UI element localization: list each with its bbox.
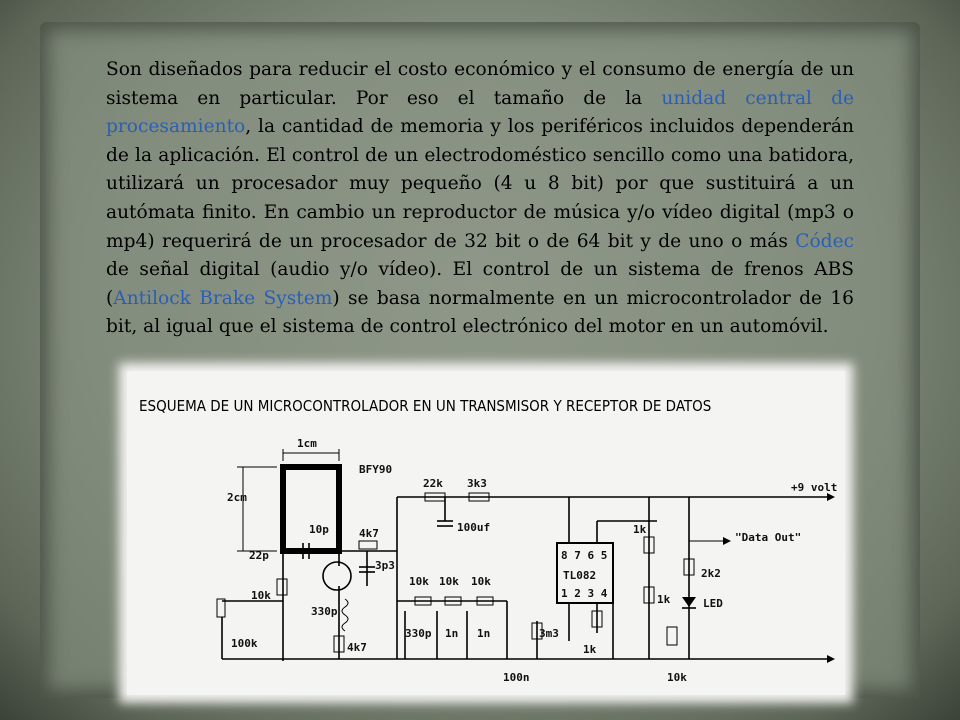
circuit-svg [127, 371, 845, 695]
label-10p: 10p [309, 523, 329, 536]
label-1k-c: 1k [583, 643, 597, 656]
label-1k-a: 1k [633, 523, 647, 536]
label-10k-left: 10k [251, 589, 271, 602]
label-22k: 22k [423, 477, 443, 490]
choke-coil [342, 599, 348, 631]
resistor-10k-left [277, 579, 287, 595]
label-3k3: 3k3 [467, 477, 487, 490]
body-text-4: ) se basa normalmente en un microcontrolador de 16 bit, al igual que el sistema de control electrónico del motor en un automóvil. [106, 287, 855, 338]
label-330p-a: 330p [311, 605, 338, 618]
label-330p-b: 330p [405, 627, 432, 640]
label-ic-pins-top: 8 7 6 5 [561, 549, 608, 562]
resistor-4k7-b [359, 541, 377, 549]
data-out-arrow [723, 537, 731, 545]
label-led: LED [703, 597, 723, 610]
label-1n-a: 1n [445, 627, 459, 640]
label-ic-pins-bottom: 1 2 3 4 [561, 587, 608, 600]
link-codec[interactable]: Códec [795, 230, 854, 252]
label-10k-c: 10k [471, 575, 491, 588]
label-supply: +9 volt [791, 481, 838, 494]
link-unidad-central[interactable]: unidad central de procesamiento [106, 87, 854, 138]
body-text-3: de señal digital (audio y/o vídeo). El control de un sistema de frenos ABS ( [106, 259, 854, 309]
label-1cm: 1cm [297, 437, 317, 450]
label-100n: 100n [503, 671, 530, 684]
label-2cm: 2cm [227, 491, 247, 504]
body-paragraph [106, 56, 854, 374]
label-1k-b: 1k [657, 593, 671, 606]
label-100uf: 100uf [457, 521, 491, 534]
label-100k: 100k [231, 637, 258, 650]
ground-arrow [827, 655, 835, 663]
label-data-out: "Data Out" [735, 531, 802, 544]
circuit-diagram [127, 371, 845, 695]
label-4k7-a: 4k7 [347, 641, 367, 654]
body-text-1: Son diseñados para reducir el costo económico y el consumo de energía de un sistema en particular. Por eso el tamaño de la [106, 59, 854, 109]
circuit-title: ESQUEMA DE UN MICROCONTROLADOR EN UN TRANSMISOR Y RECEPTOR DE DATOS [139, 397, 712, 415]
label-10k-bottom: 10k [667, 671, 687, 684]
label-10k-a: 10k [409, 575, 429, 588]
led-diode [682, 597, 696, 607]
label-22p: 22p [249, 549, 269, 562]
coil-loop [283, 467, 339, 551]
body-text-2: , la cantidad de memoria y los periféricos incluidos dependerán de la aplicación. El control de un electrodoméstico sencillo como una batidora, utilizará un procesador muy pequeño (4 u 8 bit) por que sustituirá a un autómata finito. En cambio un reproductor de música y/o vídeo digital (mp3 o mp4) requerirá de un procesador de 32 bit o de 64 bit y de uno o más [106, 116, 854, 252]
transistor-bfy90 [323, 562, 351, 590]
link-antilock-brake-system[interactable]: Antilock Brake System [113, 287, 333, 309]
potentiometer-10k [667, 627, 677, 645]
label-bfy90: BFY90 [359, 463, 393, 476]
label-1n-b: 1n [477, 627, 491, 640]
label-2k2: 2k2 [701, 567, 721, 580]
label-10k-b: 10k [439, 575, 459, 588]
label-ic: TL082 [563, 569, 597, 582]
label-3m3: 3m3 [539, 627, 559, 640]
label-3p3: 3p3 [375, 559, 395, 572]
label-4k7-b: 4k7 [359, 527, 379, 540]
supply-arrow [827, 493, 835, 501]
